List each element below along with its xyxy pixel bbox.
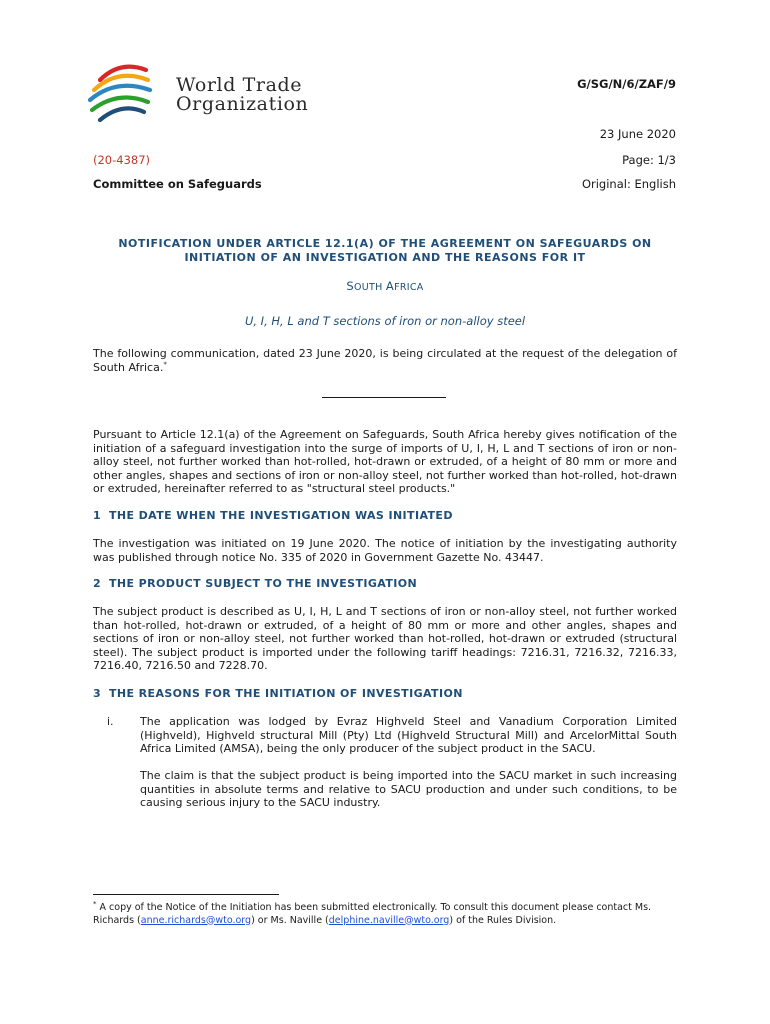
- pursuant-paragraph: Pursuant to Article 12.1(a) of the Agreement on Safeguards, South Africa hereby gives notification of the initiation of a safeguard investigation into the surge of imports of U, I, H, L and T sections of iron or non-alloy steel, not further worked than hot-rolled, hot-drawn or extruded, of a height of 80 mm or more and other angles, shapes and sections of iron or non-alloy steel, not further worked than hot-rolled, hot-drawn or extruded, hereinafter referred to as "structural steel products.": [93, 428, 677, 495]
- intro-paragraph: The following communication, dated 23 June 2020, is being circulated at the request of the delegation of South Africa.*: [93, 347, 677, 374]
- org-name-line2: Organization: [176, 93, 309, 115]
- email-link-richards[interactable]: anne.richards@wto.org: [140, 914, 252, 926]
- document-symbol: G/SG/N/6/ZAF/9: [577, 77, 676, 91]
- title-line-2: INITIATION OF AN INVESTIGATION AND THE REASONS FOR IT: [184, 251, 586, 264]
- email-link-naville[interactable]: delphine.naville@wto.org: [328, 914, 450, 926]
- section-3-claim-paragraph: The claim is that the subject product is being imported into the SACU market in such increasing quantities in absolute terms and relative to SACU production and under such conditions, to be causing serious injury to the SACU industry.: [140, 769, 677, 809]
- footnote-separator: [93, 894, 279, 895]
- footnote: * A copy of the Notice of the Initiation has been submitted electronically. To consult this document please contact Ms. Richards (anne.richards@wto.org) or Ms. Naville (delphine.naville@wto.org) of the Rules Division.: [93, 899, 652, 926]
- page-indicator: Page: 1/3: [622, 153, 676, 167]
- document-number: (20-4387): [93, 153, 151, 167]
- section-3-item-paragraph: The application was lodged by Evraz Highveld Steel and Vanadium Corporation Limited (Highveld), Highveld structural Mill (Pty) Ltd (Highveld Structural Mill) and ArcelorMittal South Africa Limited (AMSA), being the only producer of the subject product in the SACU.: [140, 715, 677, 755]
- section-1-paragraph: The investigation was initiated on 19 June 2020. The notice of initiation by the investigating authority was published through notice No. 335 of 2020 in Government Gazette No. 43447.: [93, 537, 677, 564]
- committee-name: Committee on Safeguards: [93, 177, 262, 191]
- wto-logo-icon: [84, 58, 160, 128]
- product-title: U, I, H, L and T sections of iron or non-alloy steel: [244, 314, 526, 328]
- org-name-line1: World Trade: [176, 74, 303, 96]
- section-heading-1: 1 THE DATE WHEN THE INVESTIGATION WAS INITIATED: [93, 509, 453, 522]
- separator-line: [322, 397, 446, 398]
- section-2-paragraph: The subject product is described as U, I, H, L and T sections of iron or non-alloy steel, not further worked than hot-rolled, hot-drawn or extruded, of a height of 80 mm or more and other angles, shapes and sections of iron or non-alloy steel, not further worked than hot-rolled, hot-drawn or extruded (structural steel). The subject product is imported under the following tariff headings: 7216.31, 7216.32, 7216.33, 7216.40, 7216.50 and 7228.70.: [93, 605, 677, 672]
- document-title: [93, 237, 677, 265]
- section-heading-2: 2 THE PRODUCT SUBJECT TO THE INVESTIGATION: [93, 577, 418, 590]
- section-heading-3: 3 THE REASONS FOR THE INITIATION OF INVESTIGATION: [93, 687, 463, 700]
- member-name: SOUTH AFRICA: [346, 279, 424, 293]
- document-date: 23 June 2020: [599, 127, 676, 141]
- title-line-1: NOTIFICATION UNDER ARTICLE 12.1(A) OF THE AGREEMENT ON SAFEGUARDS ON: [118, 237, 652, 250]
- list-item-marker: i.: [107, 715, 114, 728]
- footnote-number: *: [93, 899, 97, 908]
- original-language: Original: English: [581, 177, 676, 191]
- footnote-marker[interactable]: *: [163, 359, 167, 368]
